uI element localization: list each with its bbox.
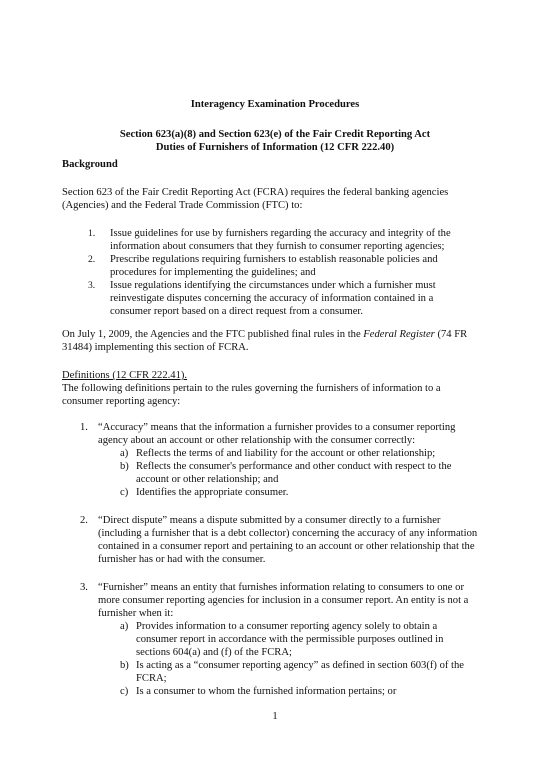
background-heading: Background bbox=[62, 159, 118, 170]
definition-text: agency about an account or other relationship with the consumer correctly: bbox=[98, 435, 416, 446]
sub-item-letter: a) bbox=[120, 621, 129, 632]
definition-text: (including a furnisher that is a debt collector) concerning the accuracy of any information bbox=[98, 528, 478, 539]
sub-item-letter: c) bbox=[120, 487, 129, 498]
list-item-number: 3. bbox=[88, 280, 96, 291]
sub-item-text: Is a consumer to whom the furnished information pertains; or bbox=[136, 686, 397, 697]
sub-item-letter: c) bbox=[120, 686, 129, 697]
definition-text: “Direct dispute” means a dispute submitted by a consumer directly to a furnisher bbox=[98, 515, 441, 526]
sub-item-letter: b) bbox=[120, 461, 129, 472]
document-subtitle-line-1: Section 623(a)(8) and Section 623(e) of the Fair Credit Reporting Act bbox=[119, 129, 431, 140]
definition-number: 2. bbox=[80, 515, 88, 526]
definition-text: “Accuracy” means that the information a furnisher provides to a consumer reporting bbox=[98, 422, 456, 433]
definition-text: furnisher has or had with the consumer. bbox=[98, 554, 266, 565]
definition-text: furnisher when it: bbox=[98, 608, 174, 619]
list-item-text: Issue regulations identifying the circumstances under which a furnisher must bbox=[110, 280, 436, 291]
background-final-line bbox=[62, 328, 467, 341]
sub-item-text: Identifies the appropriate consumer. bbox=[136, 487, 289, 498]
list-item-text: consumer report based on a direct request from a consumer. bbox=[110, 306, 363, 317]
document-subtitle-line-2: Duties of Furnishers of Information (12 CFR 222.40) bbox=[155, 142, 395, 153]
final-text-post: (74 FR bbox=[434, 329, 468, 340]
definition-number: 3. bbox=[80, 582, 88, 593]
sub-item-text: Reflects the terms of and liability for the account or other relationship; bbox=[136, 448, 436, 459]
background-intro-line: (Agencies) and the Federal Trade Commission (FTC) to: bbox=[62, 200, 303, 211]
definition-text: “Furnisher” means an entity that furnishes information relating to consumers to one or bbox=[98, 582, 464, 593]
list-item-text: information about consumers that they furnish to consumer reporting agencies; bbox=[110, 241, 445, 252]
definition-number: 1. bbox=[80, 422, 88, 433]
background-intro-line: Section 623 of the Fair Credit Reporting Act (FCRA) requires the federal banking agencies bbox=[62, 187, 449, 198]
list-item-number: 1. bbox=[88, 228, 96, 239]
sub-item-letter: b) bbox=[120, 660, 129, 671]
federal-register-italic: Federal Register bbox=[363, 329, 435, 340]
list-item-text: reinvestigate disputes concerning the accuracy of information contained in a bbox=[110, 293, 434, 304]
list-item-number: 2. bbox=[88, 254, 96, 265]
sub-item-text: sections 604(a) and (f) of the FCRA; bbox=[136, 647, 292, 658]
list-item-text: procedures for implementing the guidelines; and bbox=[110, 267, 316, 278]
definitions-intro-line: consumer reporting agency: bbox=[62, 396, 181, 407]
definitions-intro-line: The following definitions pertain to the rules governing the furnishers of information to a bbox=[62, 383, 441, 394]
sub-item-text: account or other relationship; and bbox=[136, 474, 279, 485]
list-item-text: Prescribe regulations requiring furnishers to establish reasonable policies and bbox=[110, 254, 438, 265]
sub-item-text: Provides information to a consumer reporting agency solely to obtain a bbox=[136, 621, 438, 632]
definition-text: more consumer reporting agencies for inclusion in a consumer report. An entity is not a bbox=[98, 595, 469, 606]
sub-item-letter: a) bbox=[120, 448, 129, 459]
sub-item-text: consumer report in accordance with the permissible purposes outlined in bbox=[136, 634, 444, 645]
document-title: Interagency Examination Procedures bbox=[190, 99, 360, 110]
page-number: 1 bbox=[272, 711, 278, 722]
list-item-text: Issue guidelines for use by furnishers regarding the accuracy and integrity of the bbox=[110, 228, 451, 239]
sub-item-text: Reflects the consumer's performance and other conduct with respect to the bbox=[136, 461, 452, 472]
definition-text: contained in a consumer report and pertaining to an account or other relationship that the bbox=[98, 541, 475, 552]
definitions-heading: Definitions (12 CFR 222.41). bbox=[62, 370, 188, 381]
final-text-pre: On July 1, 2009, the Agencies and the FTC published final rules in the bbox=[62, 329, 364, 340]
sub-item-text: FCRA; bbox=[136, 673, 167, 684]
sub-item-text: Is acting as a “consumer reporting agency” as defined in section 603(f) of the bbox=[136, 660, 464, 671]
background-final-line-2: 31484) implementing this section of FCRA. bbox=[62, 342, 249, 353]
